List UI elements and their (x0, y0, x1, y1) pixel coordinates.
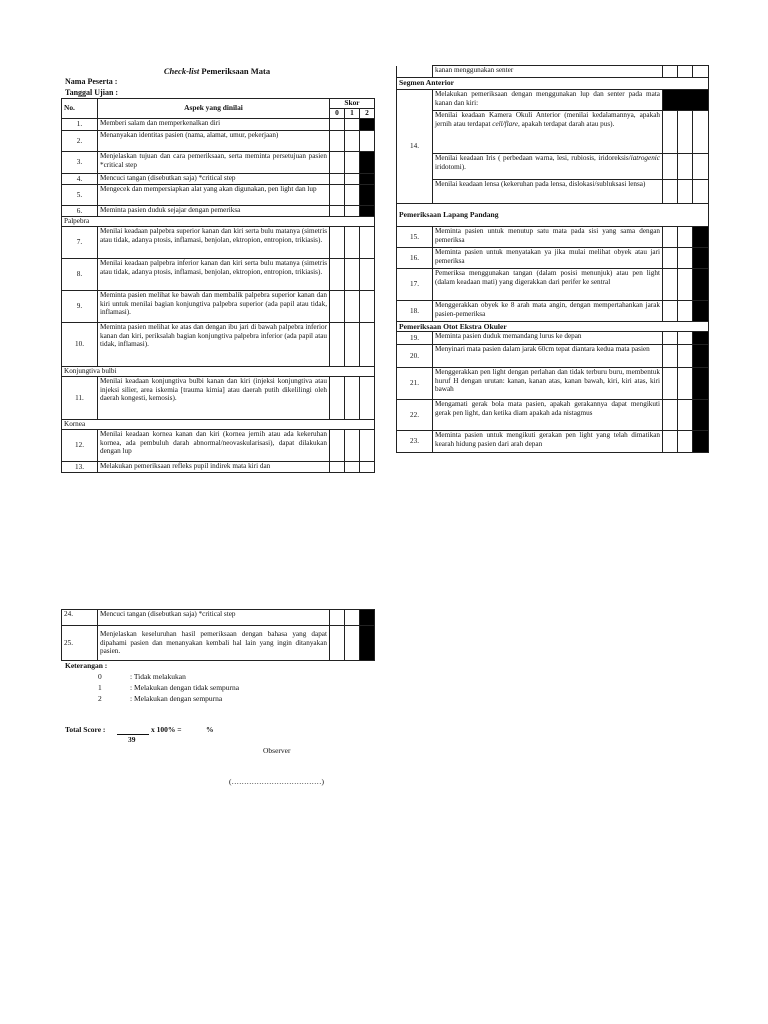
item-text-part: iridotomi). (435, 162, 466, 171)
item-text: Meminta pasien untuk menyatakan ya jika mulai melihat obyek atau jari pemeriksa (433, 248, 663, 269)
table-row (397, 248, 709, 269)
header-skor-1: 1 (345, 109, 360, 119)
item-number: 20. (397, 345, 433, 368)
item-number: 5. (62, 184, 98, 205)
item-text-part: , apakah terdapat darah atau pus). (517, 119, 615, 128)
table-row (397, 431, 709, 453)
item-text: Menyinari mata pasien dalam jarak 60cm tepat diantara kedua mata pasien (433, 345, 663, 368)
score-cell-0[interactable] (330, 130, 345, 151)
score-cell-disabled (693, 332, 709, 345)
legend-value: : Melakukan dengan tidak sempurna (130, 683, 240, 692)
checklist-table-right (396, 65, 709, 453)
item-text-part: Menilai keadaan Kamera Okuli Anterior (menilai kedalamannya, apakah jernih atau terdapat (435, 111, 660, 128)
page-title (0, 66, 434, 76)
legend-value: : Melakukan dengan sempurna (130, 694, 223, 703)
item-number: 10. (62, 322, 98, 366)
table-row (62, 205, 375, 216)
item-number: 13. (62, 461, 98, 472)
score-cell-2[interactable] (693, 154, 709, 180)
score-cell-1[interactable] (678, 368, 693, 400)
item-text: Menanyakan identitas pasien (nama, alamat, umur, pekerjaan) (98, 130, 330, 151)
item-number: 18. (397, 301, 433, 322)
score-cell-2[interactable] (360, 290, 375, 322)
table-row (62, 610, 375, 626)
table-row (397, 66, 709, 78)
item-number: 1. (62, 118, 98, 130)
score-cell-0[interactable] (330, 258, 345, 290)
legend-key: 1 (98, 683, 102, 692)
score-cell-2[interactable] (693, 66, 709, 78)
section-lapang-pandang: Pemeriksaan Lapang Pandang (397, 204, 709, 227)
item-text (433, 154, 663, 180)
score-cell-1[interactable] (678, 248, 693, 269)
table-row (397, 400, 709, 431)
score-cell-1[interactable] (678, 332, 693, 345)
section-palpebra: Palpebra (62, 216, 375, 226)
score-cell-disabled (360, 626, 375, 661)
score-cell-1[interactable] (345, 130, 360, 151)
item-text: Mencuci tangan (disebutkan saja) *critical step (98, 610, 330, 626)
item-text: Menggerakkan obyek ke 8 arah mata angin, dengan mempertahankan jarak pasien-pemeriksa (433, 301, 663, 322)
item-text: Menilai keadaan palpebra superior kanan dan kiri serta bulu matanya (simetris atau tidak, adanya ptosis, inflamasi, benjolan, ektropion, entropion, trikiasis). (98, 226, 330, 258)
table-row (397, 301, 709, 322)
table-row (62, 376, 375, 419)
score-cell-disabled (360, 173, 375, 184)
header-skor-0: 0 (330, 109, 345, 119)
score-cell-1[interactable] (678, 400, 693, 431)
score-cell-1[interactable] (678, 111, 693, 154)
score-cell-disabled (693, 431, 709, 453)
table-row (62, 461, 375, 472)
score-cell-1[interactable] (345, 429, 360, 461)
item-text-italic: cell/flare (492, 119, 518, 128)
score-cell-0[interactable] (663, 345, 678, 368)
score-cell-2[interactable] (693, 111, 709, 154)
table-row (397, 90, 709, 111)
observer-signature-line: (………………………………) (229, 777, 324, 786)
item-number: 7. (62, 226, 98, 258)
table-row (62, 290, 375, 322)
title-italic: Check-list (163, 66, 200, 76)
score-cell-1[interactable] (678, 154, 693, 180)
score-cell-1[interactable] (678, 345, 693, 368)
score-cell-disabled (360, 610, 375, 626)
item-text: Mengamati gerak bola mata pasien, apakah gerakannya dapat mengikuti gerak pen light, dan ketika diam apakah ada nistagmus (433, 400, 663, 431)
score-cell-0[interactable] (663, 154, 678, 180)
item-text (433, 111, 663, 154)
score-cell-0[interactable] (663, 431, 678, 453)
score-cell-0[interactable] (330, 226, 345, 258)
section-kornea: Kornea (62, 419, 375, 429)
item-number: 16. (397, 248, 433, 269)
score-cell-1[interactable] (345, 290, 360, 322)
score-cell-1[interactable] (345, 151, 360, 173)
item-text: kanan menggunakan senter (433, 66, 663, 78)
item-text: Mencuci tangan (disebutkan saja) *critical step (98, 173, 330, 184)
item-number: 11. (62, 376, 98, 419)
score-cell-0[interactable] (330, 173, 345, 184)
table-row (397, 154, 709, 180)
item-text-italic: iatrogenic (630, 154, 660, 162)
legend-key: 0 (98, 672, 102, 681)
total-formula: x 100% = (151, 725, 182, 734)
item-number: 6. (62, 205, 98, 216)
score-cell-1[interactable] (345, 205, 360, 216)
table-row (397, 111, 709, 154)
table-row (397, 368, 709, 400)
table-row (62, 173, 375, 184)
item-number: 9. (62, 290, 98, 322)
item-number: 19. (397, 332, 433, 345)
tanggal-ujian-label: Tanggal Ujian : (65, 88, 119, 97)
score-cell-1[interactable] (345, 184, 360, 205)
score-cell-1[interactable] (345, 626, 360, 661)
item-text: Memberi salam dan memperkenalkan diri (98, 118, 330, 130)
table-row (397, 180, 709, 204)
score-cell-1[interactable] (345, 118, 360, 130)
table-row (62, 258, 375, 290)
score-cell-1[interactable] (678, 227, 693, 248)
table-row (62, 118, 375, 130)
score-cell-1[interactable] (678, 431, 693, 453)
score-cell-disabled (360, 205, 375, 216)
score-cell-1[interactable] (345, 610, 360, 626)
item-text: Meminta pasien untuk menutup satu mata pada sisi yang sama dengan pemeriksa (433, 227, 663, 248)
table-row (397, 332, 709, 345)
total-percent: % (206, 725, 214, 734)
item-text: Menjelaskan tujuan dan cara pemeriksaan, serta meminta persetujuan pasien *critical step (98, 151, 330, 173)
item-text: Melakukan pemeriksaan refleks pupil indirek mata kiri dan (98, 461, 330, 472)
table-row (62, 184, 375, 205)
score-cell-0[interactable] (330, 376, 345, 419)
table-row (397, 269, 709, 301)
total-denominator: 39 (128, 735, 136, 744)
score-cell-0[interactable] (663, 66, 678, 78)
score-cell-1[interactable] (678, 269, 693, 301)
score-cell-2[interactable] (360, 258, 375, 290)
item-text: Pemeriksa menggunakan tangan (dalam posisi menunjuk) atau pen light (dalam keadaan mati) yang digerakkan dari perifer ke sentral (433, 269, 663, 301)
item-text: Menggerakkan pen light dengan perlahan dan tidak terburu buru, membentuk huruf H dengan urutan: kanan, kanan atas, kanan bawah, kiri, kiri atas, kiri bawah (433, 368, 663, 400)
item-text: Menilai keadaan lensa (kekeruhan pada lensa, dislokasi/subluksasi lensa) (433, 180, 663, 204)
item-number: 17. (397, 269, 433, 301)
item-number: 22. (397, 400, 433, 431)
score-cell-2[interactable] (360, 226, 375, 258)
score-cell-0[interactable] (663, 368, 678, 400)
score-cell-disabled (360, 151, 375, 173)
table-row (62, 226, 375, 258)
nama-peserta-label: Nama Peserta : (65, 77, 118, 86)
score-cell-0[interactable] (663, 248, 678, 269)
score-cell-2[interactable] (360, 429, 375, 461)
score-cell-1[interactable] (345, 461, 360, 472)
title-rest: Pemeriksaan Mata (199, 66, 271, 76)
legend-key: 2 (98, 694, 102, 703)
score-cell-0[interactable] (330, 429, 345, 461)
item-text: Menilai keadaan kornea kanan dan kiri (kornea jernih atau ada kekeruhan kornea, ada pembuluh darah abnormal/neovaskularisasi), dapat dilakukan dengan lup (98, 429, 330, 461)
section-segmen-anterior: Segmen Anterior (397, 78, 709, 90)
header-skor: Skor (330, 99, 375, 109)
table-row (62, 322, 375, 366)
table-row (62, 151, 375, 173)
item-number: 8. (62, 258, 98, 290)
item-number: 25. (62, 626, 98, 661)
table-row (397, 227, 709, 248)
header-aspek: Aspek yang dinilai (98, 99, 330, 119)
score-cell-0[interactable] (663, 227, 678, 248)
score-cell-1[interactable] (345, 258, 360, 290)
score-cell-disabled (693, 269, 709, 301)
score-cell-1[interactable] (345, 173, 360, 184)
score-cell-0[interactable] (663, 301, 678, 322)
item-text-part: Menilai keadaan Iris ( perbedaan warna, lesi, rubiosis, iridoreksis/ (435, 154, 631, 162)
legend-value: : Tidak melakukan (130, 672, 186, 681)
item-number: 12. (62, 429, 98, 461)
score-cell-1[interactable] (345, 322, 360, 366)
item-number: 3. (62, 151, 98, 173)
item-text: Meminta pasien untuk mengikuti gerakan pen light yang telah dimatikan kearah hidung pasien dari arah depan (433, 431, 663, 453)
score-cell-0[interactable] (663, 269, 678, 301)
score-cell-disabled (693, 248, 709, 269)
score-cell-1[interactable] (678, 66, 693, 78)
item-text: Melakukan pemeriksaan dengan menggunakan lup dan senter pada mata kanan dan kiri: (433, 90, 663, 111)
item-text: Menilai keadaan palpebra inferior kanan dan kiri serta bulu matanya (simetris atau tidak, adanya ptosis, inflamasi, benjolan, ektropion, entropion, trikiasis). (98, 258, 330, 290)
item-text: Menjelaskan keseluruhan hasil pemeriksaan dengan bahasa yang dapat dipahami pasien dan menanyakan kembali hal lain yang ingin ditanyakan pasien. (98, 626, 330, 661)
score-cell-1[interactable] (345, 226, 360, 258)
score-cell-0[interactable] (663, 332, 678, 345)
legend-title: Keterangan : (65, 661, 108, 670)
item-text: Meminta pasien melihat ke atas dan dengan ibu jari di bawah palpebra inferior kanan dan kiri, periksalah bagian konjungtiva palpebra inferior (ada papil atau tidak, inflamasi). (98, 322, 330, 366)
score-cell-0[interactable] (663, 400, 678, 431)
item-number: 15. (397, 227, 433, 248)
score-cell-2[interactable] (693, 180, 709, 204)
score-cell-1[interactable] (678, 180, 693, 204)
score-cell-0[interactable] (663, 180, 678, 204)
section-konjungtiva: Konjungtiva bulbi (62, 366, 375, 376)
item-number: 2. (62, 130, 98, 151)
score-cell-1[interactable] (678, 301, 693, 322)
score-cell-0[interactable] (663, 111, 678, 154)
score-cell-0[interactable] (330, 461, 345, 472)
score-cell-disabled (693, 301, 709, 322)
score-cell-2[interactable] (360, 376, 375, 419)
score-cell-disabled (693, 345, 709, 368)
score-cell-disabled (360, 118, 375, 130)
score-cell-disabled (663, 90, 709, 111)
score-cell-disabled (693, 400, 709, 431)
score-cell-0[interactable] (330, 184, 345, 205)
observer-label: Observer (263, 746, 291, 755)
item-number: 21. (397, 368, 433, 400)
score-cell-0[interactable] (330, 151, 345, 173)
item-number: 14. (397, 90, 433, 204)
score-cell-2[interactable] (360, 322, 375, 366)
item-number: 4. (62, 173, 98, 184)
score-cell-0[interactable] (330, 118, 345, 130)
score-cell-1[interactable] (345, 376, 360, 419)
score-cell-0[interactable] (330, 290, 345, 322)
score-cell-0[interactable] (330, 610, 345, 626)
total-score-label: Total Score : (65, 725, 106, 734)
header-skor-2: 2 (360, 109, 375, 119)
item-text: Menilai keadaan konjungtiva bulbi kanan dan kiri (injeksi konjungtiva atau injeksi silier, area iskemia [trauma kimia] atau daerah putih dikelilingi oleh daerah kongesti, kemosis). (98, 376, 330, 419)
table-row (62, 429, 375, 461)
item-text: Mengecek dan mempersiapkan alat yang akan digunakan, pen light dan lup (98, 184, 330, 205)
score-cell-2[interactable] (360, 130, 375, 151)
item-number-continued (397, 66, 433, 78)
item-text: Meminta pasien duduk sejajar dengan pemeriksa (98, 205, 330, 216)
checklist-table-left (61, 98, 375, 473)
header-no: No. (62, 99, 98, 119)
score-cell-disabled (693, 227, 709, 248)
table-row (397, 345, 709, 368)
item-number: 24. (62, 610, 98, 626)
checklist-table-bottom (61, 609, 375, 661)
score-cell-disabled (360, 184, 375, 205)
score-cell-0[interactable] (330, 322, 345, 366)
score-cell-disabled (693, 368, 709, 400)
table-row (62, 130, 375, 151)
section-otot: Pemeriksaan Otot Ekstra Okuler (397, 322, 709, 332)
item-text: Meminta pasien melihat ke bawah dan membalik palpebra superior kanan dan kiri untuk menilai bagian konjungtiva palpebra superior (ada papil atau tidak, inflamasi). (98, 290, 330, 322)
score-cell-0[interactable] (330, 626, 345, 661)
score-cell-2[interactable] (360, 461, 375, 472)
item-number: 23. (397, 431, 433, 453)
score-cell-0[interactable] (330, 205, 345, 216)
item-text: Meminta pasien duduk memandang lurus ke depan (433, 332, 663, 345)
table-row (62, 626, 375, 661)
